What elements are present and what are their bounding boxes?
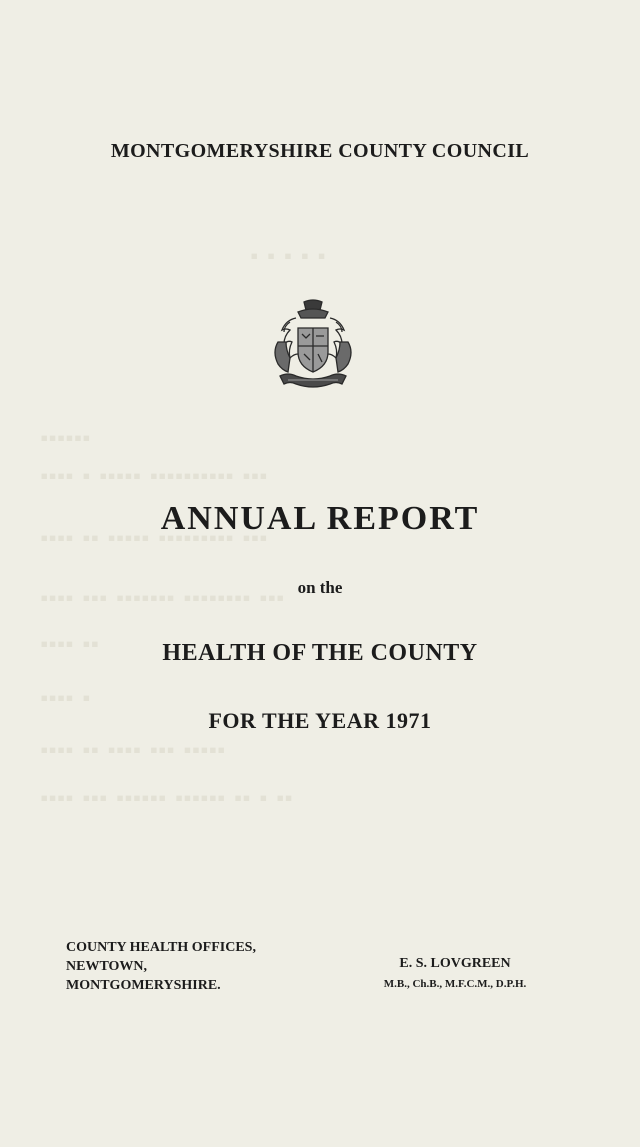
show-through-mark: ▪▪▪▪ ▪▪▪ ▪▪▪▪▪▪ ▪▪▪▪▪▪ ▪▪ ▪ ▪▪ bbox=[40, 790, 293, 806]
show-through-mark: ▪▪▪▪ ▪▪▪ ▪▪▪▪▪▪▪ ▪▪▪▪▪▪▪▪ ▪▪▪ bbox=[40, 590, 285, 606]
author-block bbox=[360, 955, 550, 995]
address-line-3: MONTGOMERYSHIRE. bbox=[66, 978, 221, 993]
report-subtitle-connector: on the bbox=[297, 578, 343, 597]
address-line-1: COUNTY HEALTH OFFICES, bbox=[66, 940, 256, 955]
author-name: E. S. LOVGREEN bbox=[399, 956, 511, 971]
show-through-mark: ▪▪▪▪ ▪ bbox=[40, 690, 91, 706]
report-year: FOR THE YEAR 1971 bbox=[208, 708, 432, 733]
report-subject: HEALTH OF THE COUNTY bbox=[162, 640, 478, 666]
report-title: ANNUAL REPORT bbox=[160, 500, 480, 537]
show-through-mark: ▪▪▪▪ ▪▪ ▪▪▪▪▪ ▪▪▪▪▪▪▪▪▪ ▪▪▪ bbox=[40, 530, 268, 546]
show-through-mark: ▪ ▪ ▪ ▪ ▪ bbox=[250, 248, 326, 264]
address-line-2: NEWTOWN, bbox=[66, 959, 148, 974]
show-through-mark: ▪▪▪▪ ▪▪ ▪▪▪▪ ▪▪▪ ▪▪▪▪▪ bbox=[40, 742, 226, 758]
coat-of-arms-icon bbox=[268, 298, 358, 390]
office-address bbox=[66, 938, 256, 995]
show-through-mark: ▪▪▪▪▪▪ bbox=[40, 430, 91, 446]
council-name: MONTGOMERYSHIRE COUNTY COUNCIL bbox=[110, 140, 530, 162]
show-through-mark: ▪▪▪▪ ▪▪ bbox=[40, 636, 100, 652]
author-qualifications: M.B., Ch.B., M.F.C.M., D.P.H. bbox=[383, 978, 527, 990]
show-through-mark: ▪▪▪▪ ▪ ▪▪▪▪▪ ▪▪▪▪▪▪▪▪▪▪ ▪▪▪ bbox=[40, 468, 268, 484]
